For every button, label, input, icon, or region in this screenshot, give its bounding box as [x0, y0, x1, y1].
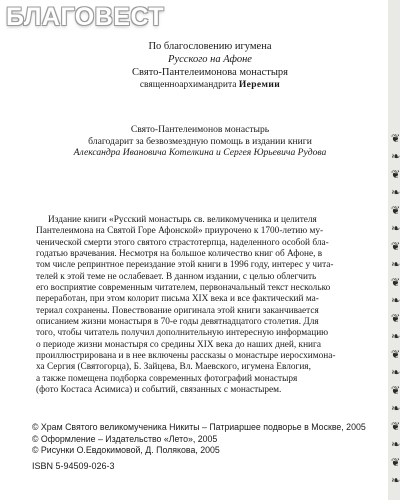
- watermark-logo: БЛАГОВЕСТ: [6, 3, 165, 31]
- paragraph-line: Издание книги «Русский монастырь св. великомученика и целителя: [48, 215, 317, 225]
- copyright-line: © Рисунки О.Евдокимовой, Д. Полякова, 2005: [32, 445, 220, 456]
- paragraph-line: проиллюстрирована и в нее включены рассказы о монастыре иеросхимона-: [36, 351, 336, 362]
- isbn-number: ISBN 5-94509-026-3: [32, 461, 115, 471]
- paragraph-line: переработан, при этом колорит письма XIX века и все фактический ма-: [36, 294, 319, 305]
- copyright-line: © Оформление – Издательство «Лето», 2005: [32, 433, 218, 444]
- paragraph-line: том числе репринтное переиздание этой книги в 1996 году, интерес у чита-: [36, 260, 334, 271]
- copyright-line: © Храм Святого великомученика Никиты – Патриаршее подворье в Москве, 2005: [32, 422, 366, 432]
- paragraph-line: описанием жизни монастыря в 70-е годы девятнадцатого столетия. Для: [36, 317, 319, 328]
- paragraph-line: ха Сергия (Святогорца), Б. Зайцева, Вл. Маевского, игумена Евлогия,: [36, 362, 311, 373]
- blessing-name: Иеремии: [238, 80, 281, 90]
- paragraph-line: телей к этой теме не ослабевает. В данном издании, с целью облегчить: [36, 271, 317, 282]
- paragraph-line: того, чтобы читатель получил дополнительную интересную информацию: [36, 328, 329, 339]
- body-paragraph: [36, 215, 370, 397]
- acknowledgement-names: Александра Ивановича Котелкина и Сергея Юрьевича Рудова: [73, 147, 327, 158]
- blessing-line: [80, 79, 340, 92]
- paragraph-line: а также помещена подборка современных фотографий монастыря: [36, 373, 298, 384]
- paragraph-line: его восприятие современным читателем, первоначальный текст несколько: [36, 283, 331, 294]
- acknowledgement-line: благодарит за безвозмездную помощь в издании книги: [88, 135, 312, 147]
- blessing-title: священноархимандрита: [139, 80, 239, 90]
- blessing-line: Свято-Пантелеимонова монастыря: [132, 67, 288, 78]
- blessing-block: [80, 40, 340, 92]
- blessing-line: По благословению игумена: [148, 41, 272, 52]
- acknowledgement-line: Свято-Пантелеимонов монастырь: [130, 124, 270, 135]
- paragraph-line: ченической смерти этого святого страстотерпца, наделенного особой бла-: [36, 237, 329, 248]
- blessing-line: Русского на Афоне: [168, 54, 252, 65]
- paragraph-line: Пантелеимона на Святой Горе Афонской» приурочено к 1700-летию му-: [36, 226, 324, 237]
- copyright-block: [32, 422, 382, 457]
- paragraph-line: (фото Костаса Асимиса) и событий, связанных с монастырем.: [36, 385, 282, 396]
- acknowledgement-block: [25, 124, 375, 159]
- paragraph-line: годатью врачевания. Несмотря на большое количество книг об Афоне, в: [36, 249, 323, 260]
- paragraph-line: о периоде жизни монастыря со средины XIX века до наших дней, книга: [36, 339, 321, 350]
- paragraph-line: териал сохранены. Повествование оригинала этой книги заканчивается: [36, 305, 319, 316]
- ornament-border-icon: ❦ ❧ ❦ ❧ ❦ ❧ ❦ ❧ ❦ ❧ ❦ ❧ ❦ ❧ ❦ ❧ ❦ ❧ ❦ ❧: [391, 132, 400, 487]
